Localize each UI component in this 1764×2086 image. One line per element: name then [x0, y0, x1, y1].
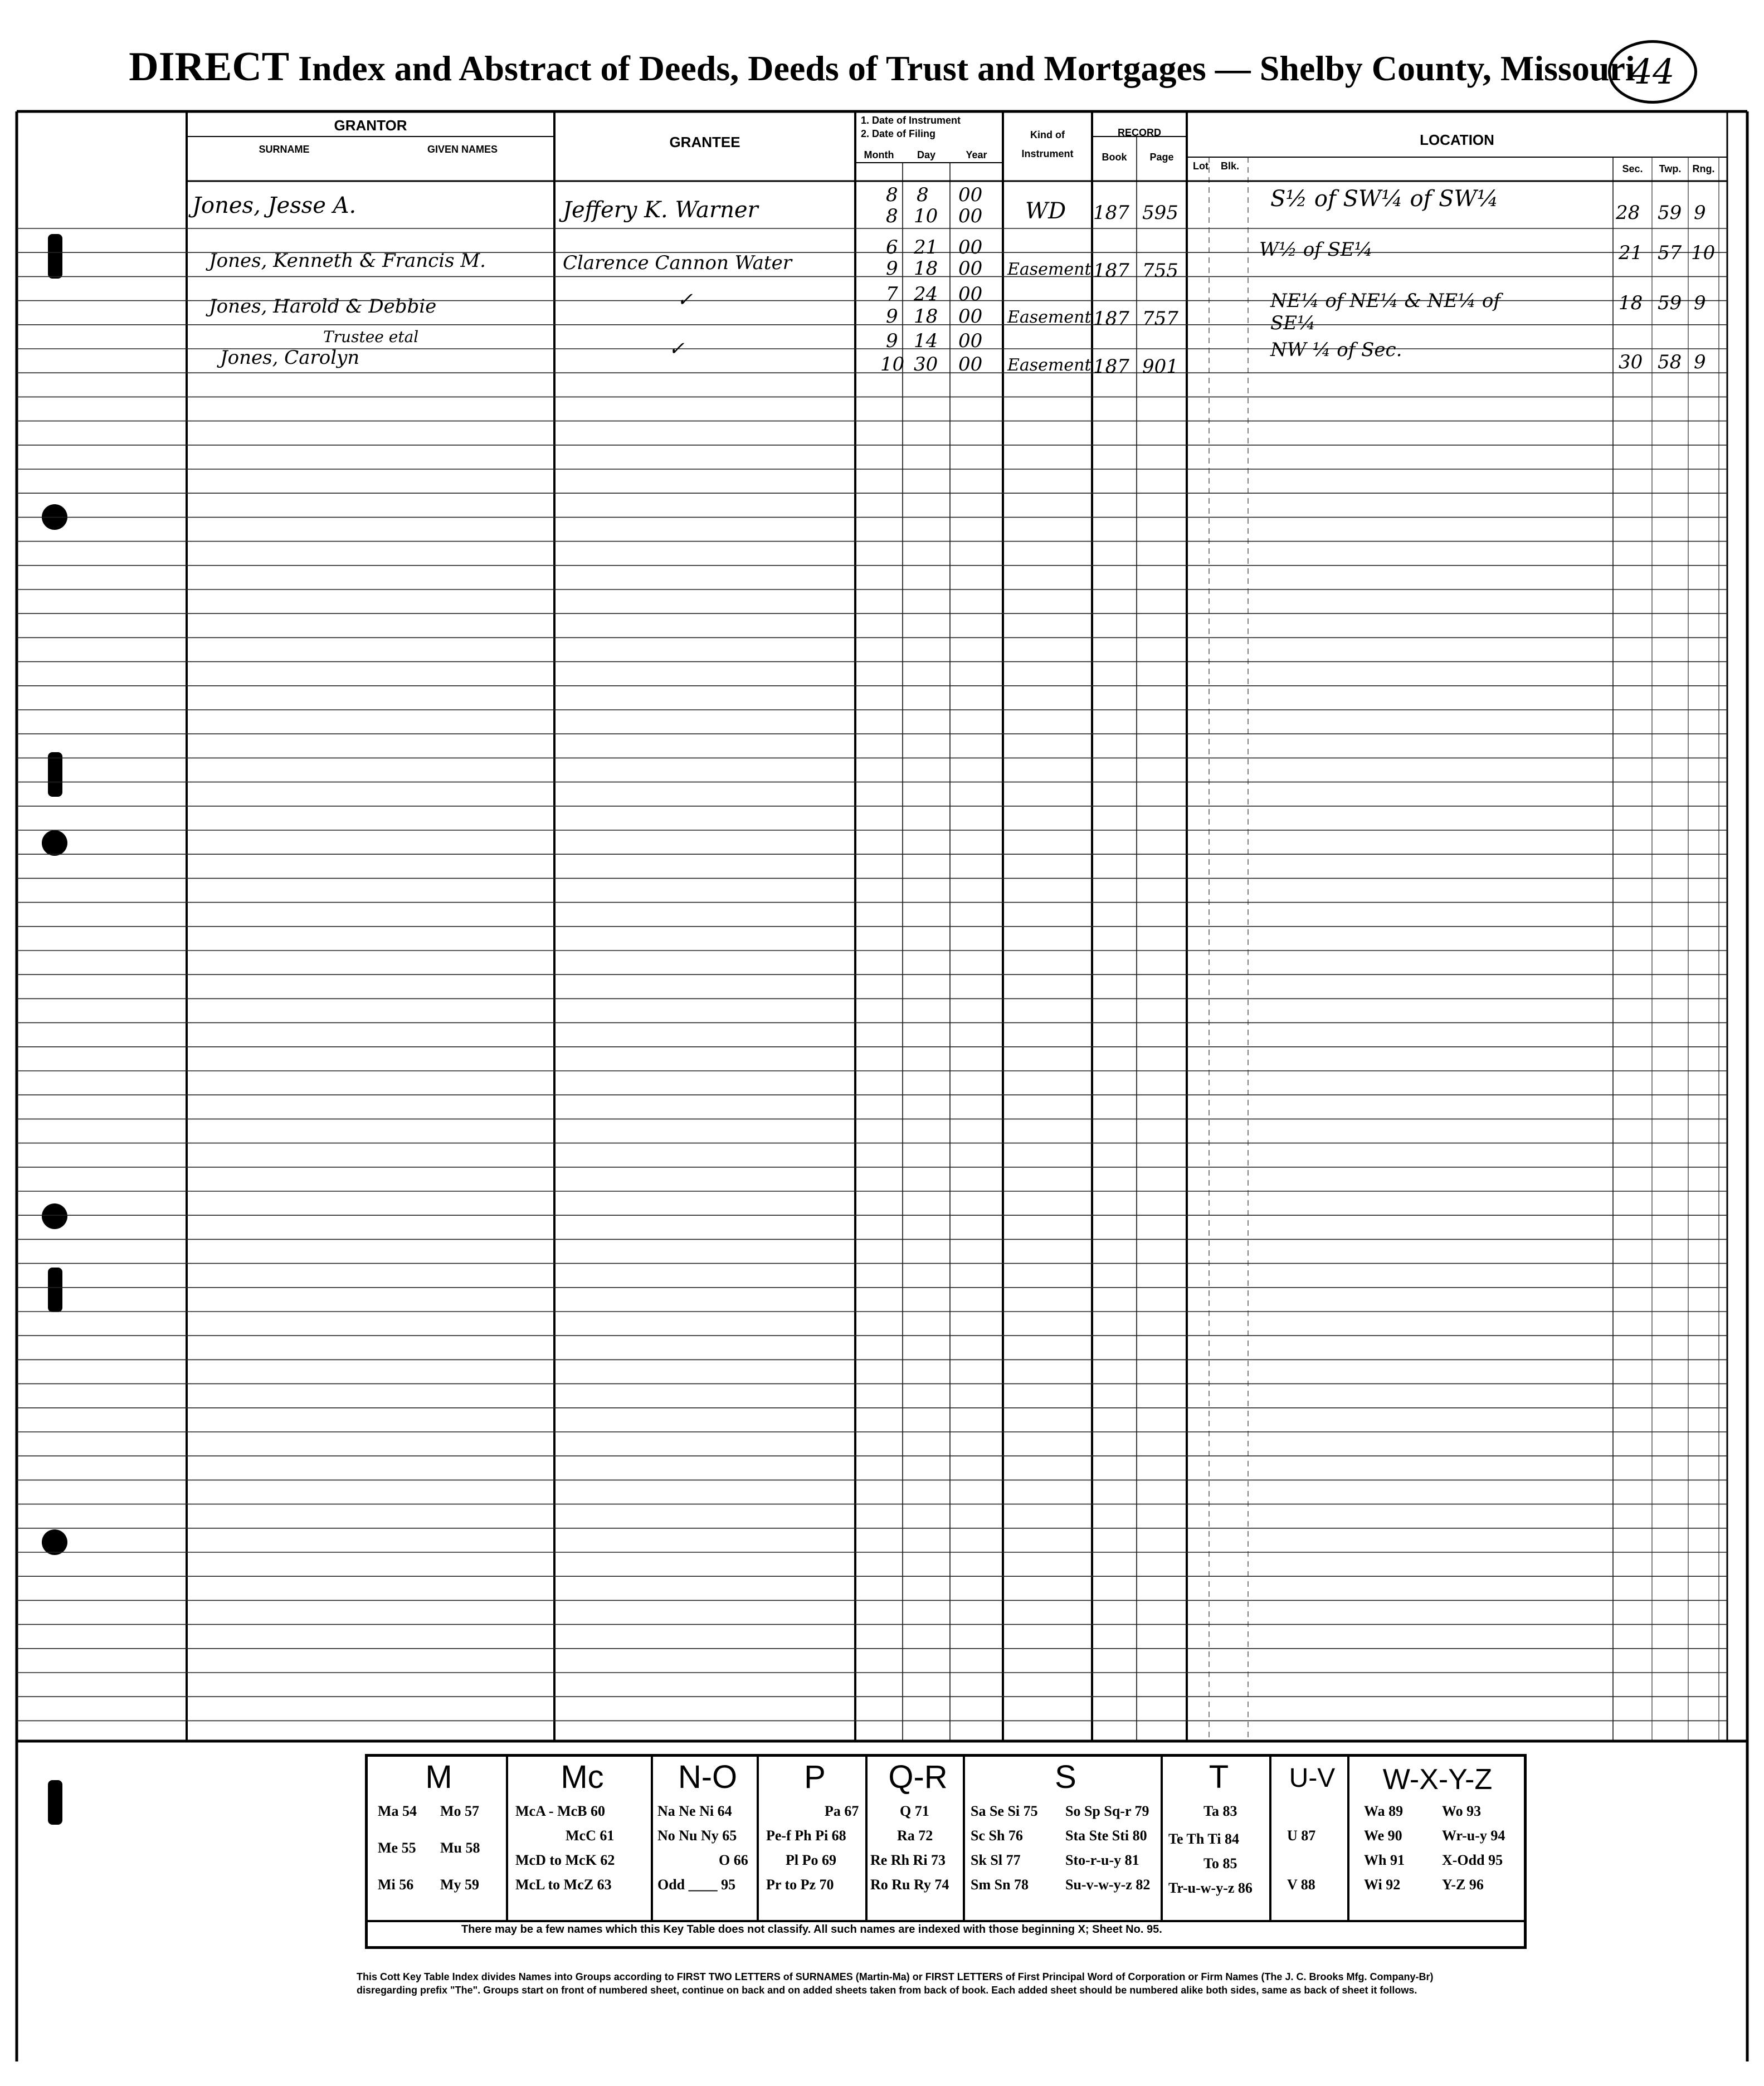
key-item: We 90: [1364, 1827, 1402, 1844]
kind-header-line1: Kind of: [1030, 129, 1065, 140]
month-header: Month: [864, 149, 894, 160]
filing-day: 30: [914, 353, 938, 376]
instr-year: 00: [958, 236, 983, 259]
key-heading-n-o: N-O: [678, 1759, 738, 1795]
sec-header: Sec.: [1622, 163, 1643, 174]
filing-year: 00: [958, 353, 983, 376]
entry-grantor: Jones, Jesse A.: [192, 193, 357, 218]
entry-page: 757: [1142, 308, 1178, 330]
filing-year: 00: [958, 205, 983, 227]
entry-sec: 28: [1616, 202, 1640, 224]
surname-header: SURNAME: [259, 144, 310, 155]
instr-month: 6: [886, 236, 898, 259]
key-heading-p: P: [804, 1759, 826, 1795]
key-item: Sta Ste Sti 80: [1065, 1827, 1147, 1844]
instr-year: 00: [958, 330, 983, 352]
entry-twp: 58: [1658, 351, 1682, 373]
key-item: U 87: [1287, 1827, 1316, 1844]
key-item: Tr-u-w-y-z 86: [1168, 1880, 1253, 1896]
key-item: Pr to Pz 70: [766, 1877, 834, 1893]
key-item: Mo 57: [440, 1803, 480, 1819]
entry-page: 595: [1142, 202, 1178, 224]
filing-day: 18: [914, 305, 938, 328]
key-item: So Sp Sq-r 79: [1065, 1803, 1149, 1819]
key-item: Sk Sl 77: [971, 1852, 1021, 1868]
entry-rng: 9: [1694, 292, 1706, 314]
entry-rng: 9: [1694, 351, 1706, 373]
key-item: Wa 89: [1364, 1803, 1404, 1819]
day-header: Day: [917, 149, 936, 160]
entry-sec: 30: [1619, 351, 1643, 373]
key-item: McL to McZ 63: [515, 1877, 612, 1893]
key-item: Ta 83: [1203, 1803, 1237, 1819]
key-item: Sm Sn 78: [971, 1877, 1029, 1893]
record-header: RECORD: [1117, 127, 1161, 138]
lot-header: Lot: [1193, 160, 1209, 172]
key-heading-q-r: Q-R: [888, 1759, 948, 1795]
key-item: Q 71: [900, 1803, 929, 1819]
key-item: V 88: [1287, 1877, 1315, 1893]
key-item: Na Ne Ni 64: [657, 1803, 732, 1819]
grantee-header: GRANTEE: [669, 134, 740, 150]
entry-book: 187: [1093, 260, 1129, 282]
given-names-header: GIVEN NAMES: [427, 144, 498, 155]
key-heading-mc: Mc: [561, 1759, 604, 1795]
entry-grantor-note: Trustee etal: [323, 328, 419, 346]
entry-grantor: Jones, Kenneth & Francis M.: [209, 250, 486, 272]
key-heading-w-x-y-z: W-X-Y-Z: [1382, 1763, 1493, 1796]
key-item: Mi 56: [378, 1877, 414, 1893]
entry-rng: 9: [1694, 202, 1706, 224]
key-item: Sa Se Si 75: [971, 1803, 1038, 1819]
instr-day: 8: [917, 184, 929, 206]
year-header: Year: [966, 149, 987, 160]
entry-book: 187: [1093, 355, 1129, 378]
filing-month: 8: [886, 205, 898, 227]
key-item: My 59: [440, 1877, 480, 1893]
entry-grantee: Jeffery K. Warner: [563, 197, 758, 223]
key-item: Mu 58: [440, 1840, 480, 1856]
key-item: Sc Sh 76: [971, 1827, 1023, 1844]
key-item: To 85: [1203, 1855, 1237, 1871]
key-heading-t: T: [1209, 1759, 1229, 1795]
entry-kind: Easement: [1007, 260, 1091, 279]
key-item: Wh 91: [1364, 1852, 1405, 1868]
key-footnote: There may be a few names which this Key Table does not classify. All such names are indexed with those beginning X; Sheet No. 95.: [461, 1923, 1162, 1936]
grantor-header: GRANTOR: [334, 117, 407, 134]
entry-location: NW ¼ of Sec.: [1270, 339, 1402, 361]
key-item: Odd ____ 95: [657, 1877, 736, 1893]
key-item: Wo 93: [1442, 1803, 1482, 1819]
entry-page: 755: [1142, 260, 1178, 282]
bottom-note-line1: This Cott Key Table Index divides Names into Groups according to FIRST TWO LETTERS of SURNAMES (Martin-Ma) or FIRST LETTERS of First Principal Word of Corporation or Firm Names (The J. C. Brooks Mfg. Company-Br): [357, 1971, 1434, 1982]
key-item: Ra 72: [897, 1827, 933, 1844]
entry-twp: 59: [1658, 202, 1682, 224]
title-lead: DIRECT: [129, 44, 290, 90]
key-heading-s: S: [1055, 1759, 1076, 1795]
blk-header: Blk.: [1220, 160, 1239, 172]
title-rest: Index and Abstract of Deeds, Deeds of Trust and Mortgages — Shelby County, Missouri: [289, 48, 1635, 88]
entry-location: W½ of SE¼: [1259, 238, 1373, 261]
key-item: McA - McB 60: [515, 1803, 606, 1819]
key-item: Me 55: [378, 1840, 416, 1856]
entry-location: NE¼ of NE¼ & NE¼ of SE¼: [1270, 290, 1500, 334]
entry-book: 187: [1093, 202, 1129, 224]
rng-header: Rng.: [1692, 163, 1715, 174]
filing-day: 10: [914, 205, 938, 227]
key-item: Pe-f Ph Pi 68: [766, 1827, 846, 1844]
entry-kind: Easement: [1007, 355, 1091, 375]
key-item: No Nu Ny 65: [657, 1827, 737, 1844]
location-header: LOCATION: [1420, 131, 1494, 148]
key-item: O 66: [719, 1852, 748, 1868]
instr-month: 7: [886, 283, 898, 305]
key-item: Wi 92: [1364, 1877, 1401, 1893]
key-item: Te Th Ti 84: [1168, 1831, 1239, 1847]
key-item: Re Rh Ri 73: [870, 1852, 946, 1868]
instr-year: 00: [958, 184, 983, 206]
entry-book: 187: [1093, 308, 1129, 330]
entry-location: S½ of SW¼ of SW¼: [1270, 186, 1499, 212]
instr-year: 00: [958, 283, 983, 305]
bottom-note-line2: disregarding prefix "The". Groups start on front of numbered sheet, continue on back and on added sheets taken from back of book. Each added sheet should be numbered alike both sides, same as back of sheet it follows.: [357, 1985, 1417, 1996]
entry-page: 901: [1142, 355, 1178, 378]
instr-day: 21: [914, 236, 938, 259]
key-heading-m: M: [425, 1759, 452, 1795]
kind-header-line2: Instrument: [1021, 148, 1074, 159]
key-heading-u-v: U-V: [1289, 1763, 1336, 1793]
instr-month: 9: [886, 330, 898, 352]
key-item: Y-Z 96: [1442, 1877, 1484, 1893]
filing-month: 9: [886, 257, 898, 280]
key-item: McD to McK 62: [515, 1852, 615, 1868]
filing-year: 00: [958, 305, 983, 328]
key-item: Sto-r-u-y 81: [1065, 1852, 1139, 1868]
entry-kind: WD: [1025, 198, 1066, 224]
entry-grantee-check: ✓: [677, 289, 693, 311]
entry-kind: Easement: [1007, 308, 1091, 327]
filing-day: 18: [914, 257, 938, 280]
key-item: Wr-u-y 94: [1442, 1827, 1505, 1844]
key-item: Pl Po 69: [786, 1852, 836, 1868]
key-item: McC 61: [566, 1827, 615, 1844]
entry-sec: 18: [1619, 292, 1643, 314]
entry-grantee-check: ✓: [669, 338, 685, 360]
entry-sec: 21: [1619, 242, 1643, 264]
page-header: Page: [1149, 152, 1174, 163]
entry-grantee: Clarence Cannon Water: [563, 252, 792, 274]
entry-rng: 10: [1691, 242, 1716, 264]
key-item: Ro Ru Ry 74: [870, 1877, 949, 1893]
filing-year: 00: [958, 257, 983, 280]
entry-grantor: Jones, Carolyn: [220, 347, 360, 369]
date-filing-header: 2. Date of Filing: [861, 128, 936, 139]
filing-month: 10: [880, 353, 905, 376]
instr-month: 8: [886, 184, 898, 206]
key-item: X-Odd 95: [1442, 1852, 1503, 1868]
instr-day: 14: [914, 330, 938, 352]
book-header: Book: [1102, 152, 1127, 163]
entry-twp: 57: [1658, 242, 1682, 264]
sheet-number: 44: [1608, 40, 1697, 104]
key-item: Ma 54: [378, 1803, 417, 1819]
filing-month: 9: [886, 305, 898, 328]
entry-grantor: Jones, Harold & Debbie: [209, 295, 437, 318]
twp-header: Twp.: [1659, 163, 1682, 174]
entry-twp: 59: [1658, 292, 1682, 314]
key-item: Pa 67: [825, 1803, 859, 1819]
instr-day: 24: [914, 283, 938, 305]
date-instrument-header: 1. Date of Instrument: [861, 115, 961, 126]
key-item: Su-v-w-y-z 82: [1065, 1877, 1151, 1893]
